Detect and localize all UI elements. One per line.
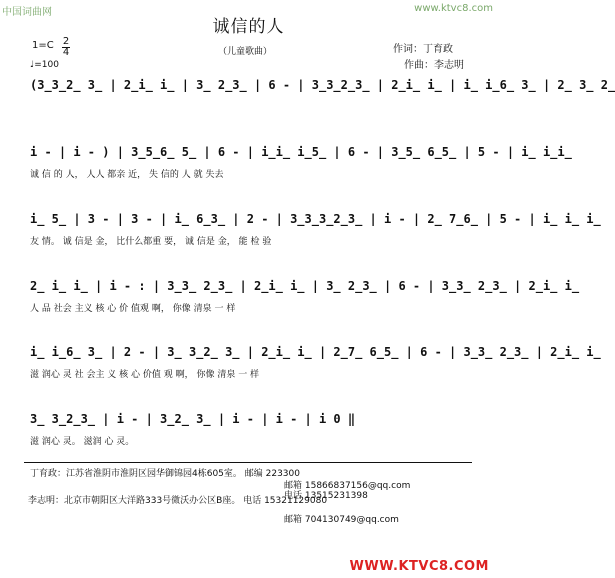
time-signature-denominator: 4: [62, 47, 70, 58]
score-row-notes: i̲ i̲6̲ 3̲ | 2 - | 3̲ 3̲2̲ 3̲ | 2̲i̲ i̲ | 2̲7̲ 6̲5̲ | 6 - | 3̲3̲ 2̲3̲ | 2̲i̲ i̲: [30, 345, 601, 359]
site-watermark-top-left: 中国词曲网: [2, 7, 52, 18]
key-signature: 1=C: [32, 40, 54, 51]
score-row-3: [30, 212, 601, 272]
score-row-2: [30, 145, 572, 205]
score-row-lyrics: 友 情。 诚 信是 金， 比什么都重 要， 诚 信是 金， 能 检 验: [30, 237, 272, 247]
score-row-notes: i - | i - ) | 3̲5̲6̲ 5̲ | 6 - | i̲i̲ i̲5̲ | 6 - | 3̲5̲ 6̲5̲ | 5 - | i̲ i̲i̲: [30, 145, 572, 159]
score-row-notes: (3̲3̲2̲ 3̲ | 2̲i̲ i̲ | 3̲ 2̲3̲ | 6 - | 3̲3̲2̲3̲ | 2̲i̲ i̲ | i̲ i̲6̲ 3̲ | 2̲ 3̲ 2̲: [30, 78, 615, 92]
score-row-notes: 2̲ i̲ i̲ | i - : | 3̲3̲ 2̲3̲ | 2̲i̲ i̲ | 3̲ 2̲3̲ | 6 - | 3̲3̲ 2̲3̲ | 2̲i̲ i̲: [30, 279, 580, 293]
time-signature: [62, 37, 70, 58]
score-row-5: [30, 345, 601, 405]
time-signature-numerator: 2: [62, 36, 70, 47]
site-watermark-bottom: WWW.KTVC8.COM: [349, 559, 489, 574]
score-row-1: [30, 78, 615, 138]
song-title: 诚信的人: [212, 17, 285, 37]
footer-email-li: 邮箱 704130749@qq.com: [284, 515, 399, 525]
score-row-lyrics: 人 品 社会 主义 核 心 价 值观 啊， 你像 清泉 一 样: [30, 304, 236, 314]
footer-email-ding: 邮箱 15866837156@qq.com: [284, 481, 411, 491]
footer-contact-ding: 丁育政：江苏省淮阴市淮阴区园华御锦园4栋605室。 邮编 223300: [30, 469, 300, 479]
score-row-lyrics: 滋 润心 灵。 滋润 心 灵。: [30, 437, 135, 447]
score-row-6: [30, 412, 475, 472]
score-row-notes: i̲ 5̲ | 3 - | 3 - | i̲ 6̲3̲ | 2 - | 3̲3̲3̲2̲3̲ | i - | 2̲ 7̲6̲ | 5 - | i̲ i̲ i̲: [30, 212, 601, 226]
lyricist-credit: 作词：丁育政: [393, 44, 453, 55]
song-subtitle: （儿童歌曲）: [218, 47, 273, 57]
score-row-lyrics: 诚 信 的 人， 人人 都亲 近， 失 信的 人 就 失去: [30, 170, 224, 180]
site-watermark-top-right: www.ktvc8.com: [414, 3, 493, 14]
composer-credit: 作曲：李志明: [404, 60, 464, 71]
score-row-4: [30, 279, 580, 339]
footer-divider: [24, 462, 472, 463]
footer-contact-li: 李志明：北京市朝阳区大洋路333号微沃办公区B座。 电话 15321129080: [28, 496, 328, 506]
tempo-marking: ♩=100: [30, 60, 59, 70]
footer-phone-ding: 电话 13515231398: [284, 491, 368, 501]
score-row-notes: 3̲ 3̲2̲3̲ | i - | 3̲2̲ 3̲ | i - | i - | i 0 ‖: [30, 412, 356, 426]
score-row-lyrics: 滋 润心 灵 社 会主 义 核 心 价值 观 啊， 你像 清泉 一 样: [30, 370, 260, 380]
